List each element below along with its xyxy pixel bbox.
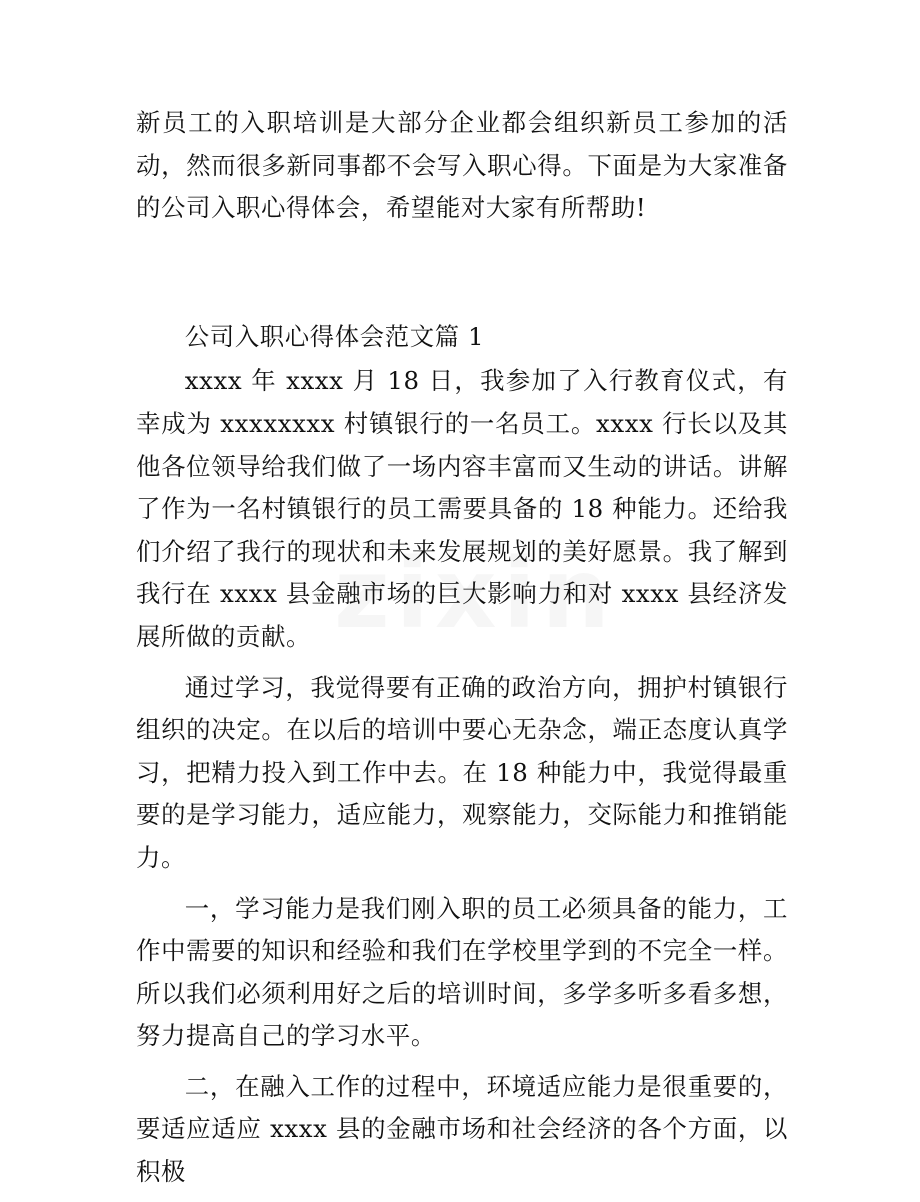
body-paragraph-1: xxxx 年 xxxx 月 18 日，我参加了入行教育仪式，有幸成为 xxxxxxxx 村镇银行的一名员工。xxxx 行长以及其他各位领导给我们做了一场内容丰富而又生动的讲话。讲解了作为一名村镇银行的员工需要具备的 18 种能力。还给我们介绍了我行的现状和未来发展规划的美好愿景。我了解到我行在 xxxx 县金融市场的巨大影响力和对 xxxx 县经济发展所做的贡献。 <box>136 366 788 651</box>
body-paragraph-3: 一，学习能力是我们刚入职的员工必须具备的能力，工作中需要的知识和经验和我们在学校里学到的不完全一样。所以我们必须利用好之后的培训时间，多学多听多看多想，努力提高自己的学习水平。 <box>136 893 788 1051</box>
body-paragraph-2: 通过学习，我觉得要有正确的政治方向，拥护村镇银行组织的决定。在以后的培训中要心无杂念，端正态度认真学习，把精力投入到工作中去。在 18 种能力中，我觉得最重要的是学习能力，适应能力，观察能力，交际能力和推销能力。 <box>136 672 788 872</box>
section-title: 公司入职心得体会范文篇 1 <box>184 321 485 351</box>
intro-paragraph: 新员工的入职培训是大部分企业都会组织新员工参加的活动，然而很多新同事都不会写入职心得。下面是为大家准备的公司入职心得体会，希望能对大家有所帮助! <box>136 108 788 223</box>
body-paragraph-4: 二，在融入工作的过程中，环境适应能力是很重要的，要适应适应 xxxx 县的金融市场和社会经济的各个方面，以积极 <box>136 1071 788 1187</box>
document-body <box>136 102 788 1202</box>
